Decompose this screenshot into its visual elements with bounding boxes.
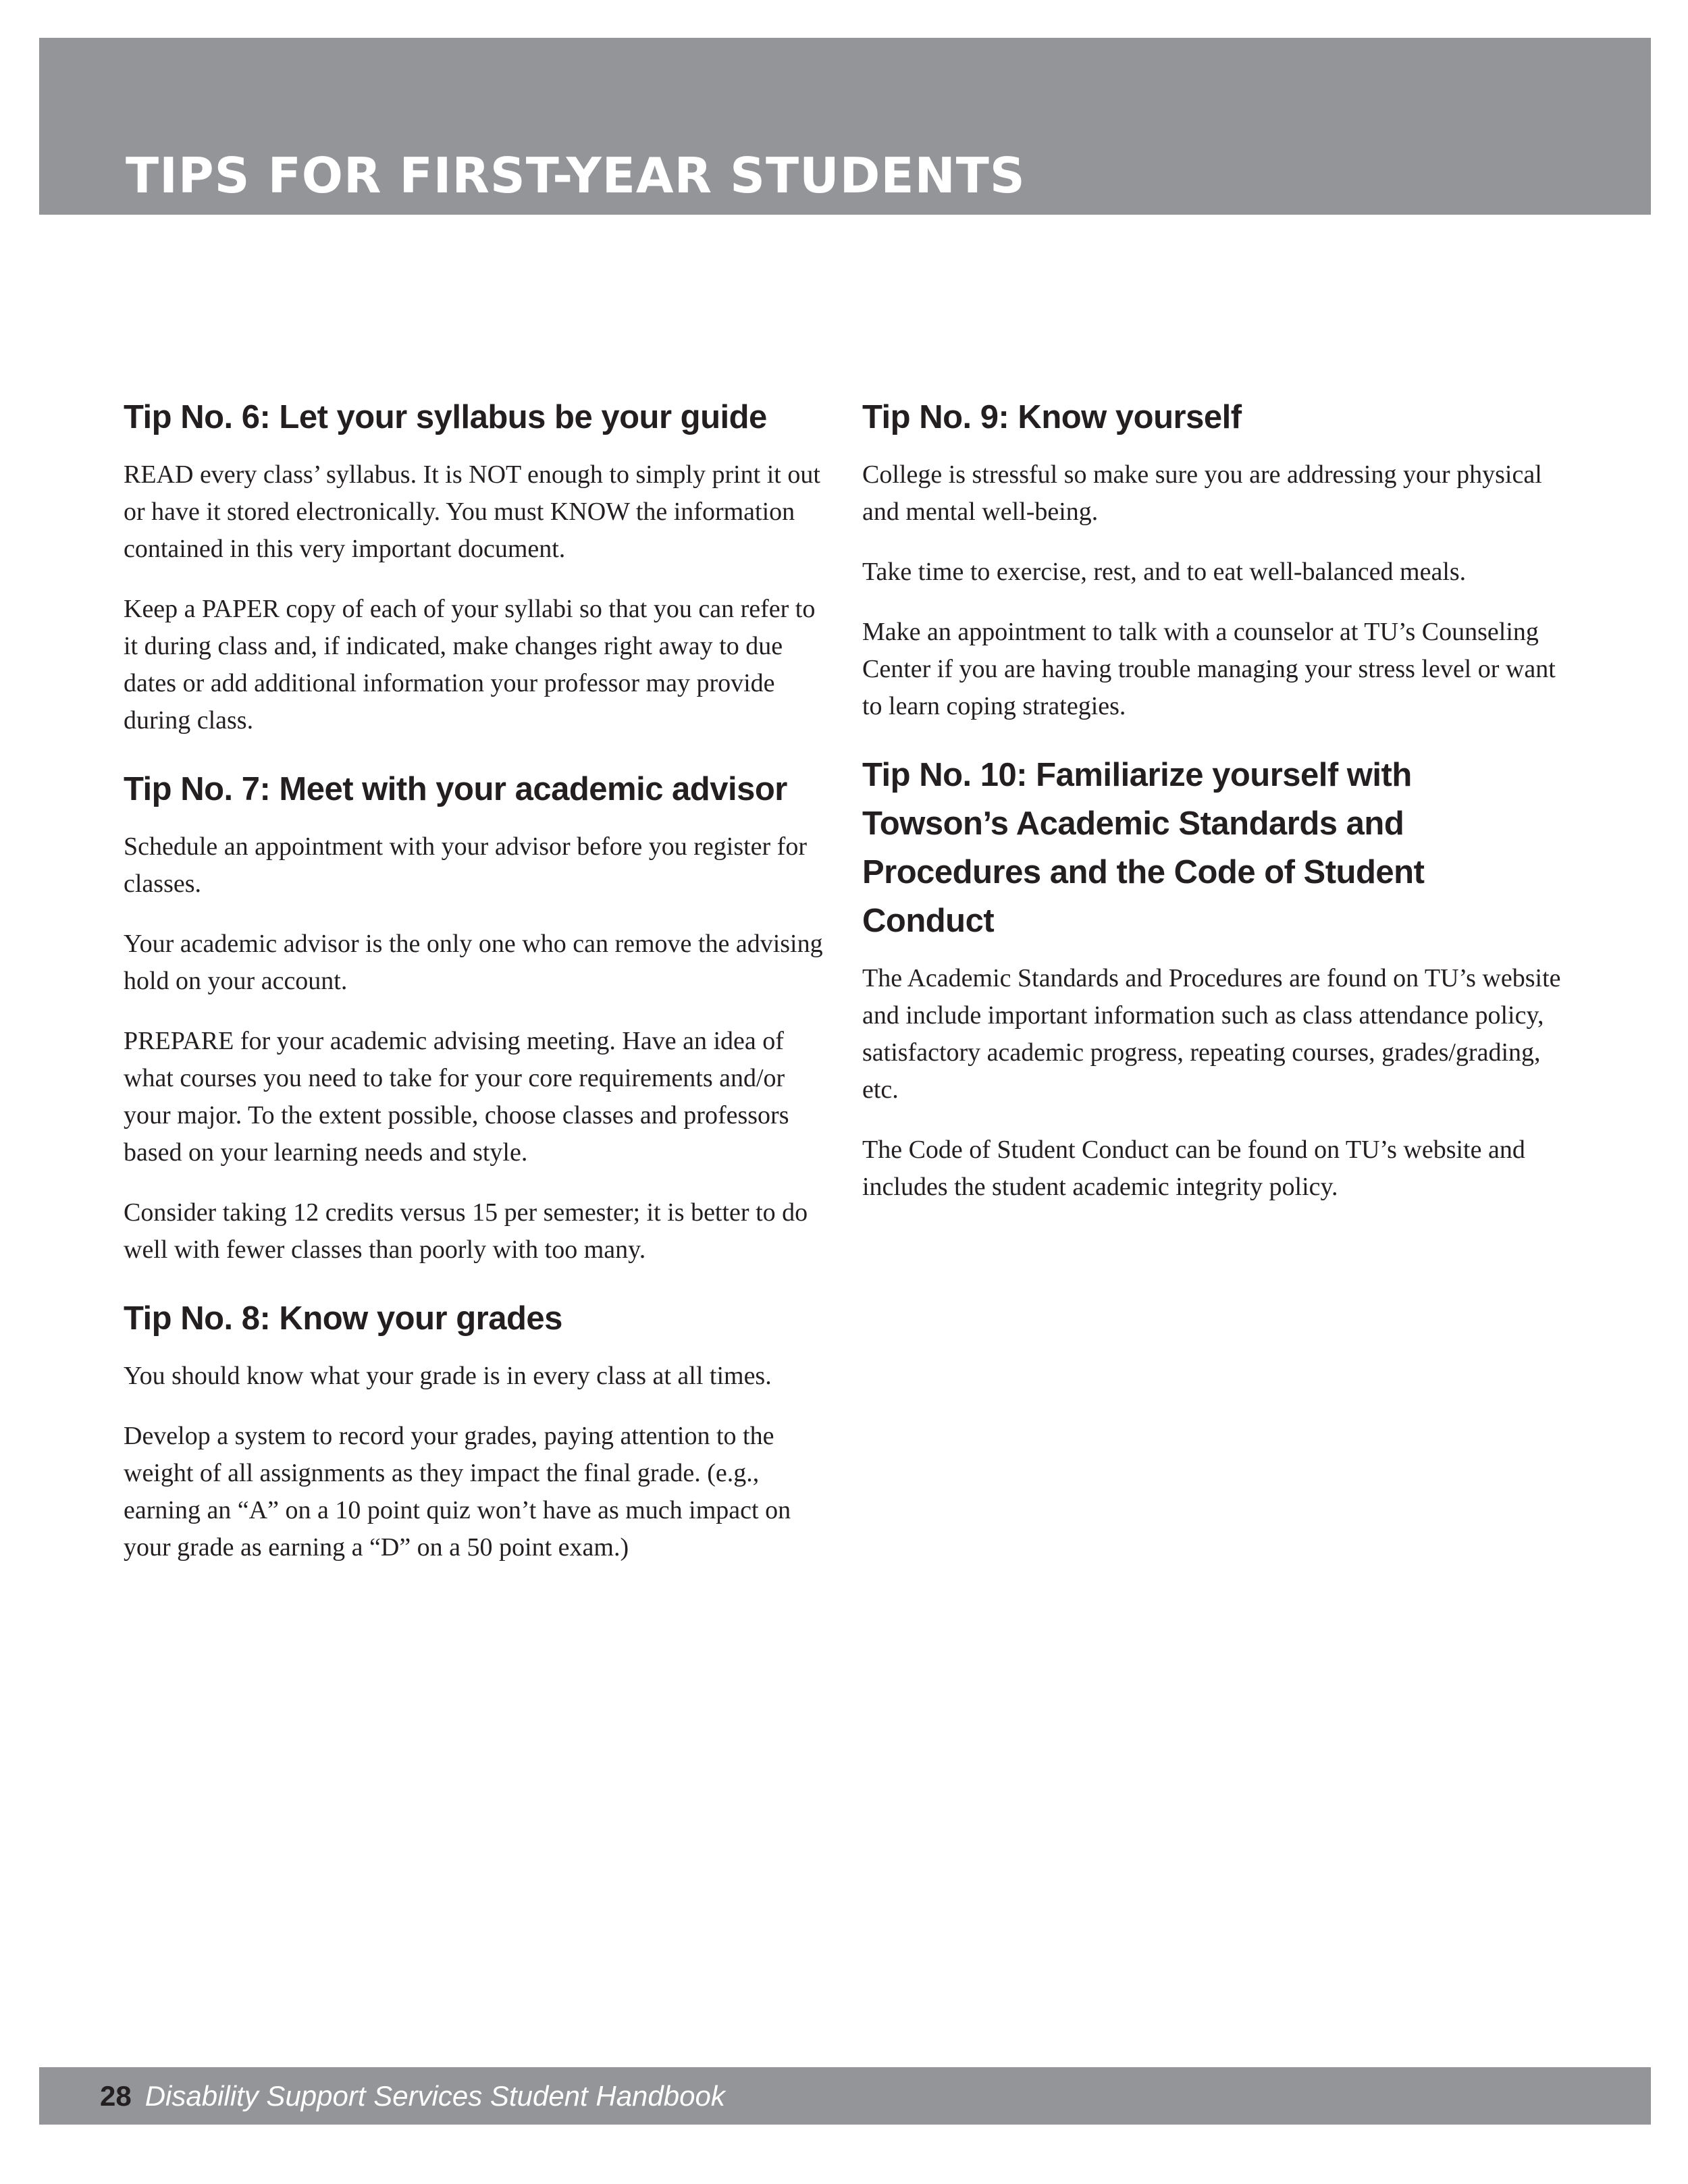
tip-6-section [124,393,826,739]
tip-7-paragraph-4: Consider taking 12 credits versus 15 per semester; it is better to do well with fewer classes than poorly with too many. [124,1198,808,1264]
tip-8-heading: Tip No. 8: Know your grades [124,1300,562,1337]
header-band [39,38,1651,215]
tip-9-section [862,393,1564,725]
tip-8-paragraph-2: Develop a system to record your grades, paying attention to the weight of all assignments as they impact the final grade. (e.g., earning an “A” on a 10 point quiz won’t have as much impact on your grade as earning a “D” on a 50 point exam.) [124,1422,791,1562]
footer-title: Disability Support Services Student Handbook [144,2080,725,2112]
tip-8-paragraph-1: You should know what your grade is in every class at all times. [124,1362,772,1390]
tip-9-paragraph-1: College is stressful so make sure you are addressing your physical and mental well-being. [862,460,1542,526]
footer [100,2067,725,2125]
tip-10-heading: Tip No. 10: Familiarize yourself with Towson’s Academic Standards and Procedures and the Code of Student Conduct [862,757,1425,939]
tip-7-paragraph-1: Schedule an appointment with your advisor before you register for classes. [124,832,807,898]
tip-6-heading: Tip No. 6: Let your syllabus be your guide [124,399,767,435]
tip-8-section [124,1294,826,1566]
tip-9-heading: Tip No. 9: Know yourself [862,399,1242,435]
tip-10-paragraph-1: The Academic Standards and Procedures are found on TU’s website and include important information such as class attendance policy, satisfactory academic progress, repeating courses, grades/grading, etc. [862,964,1561,1104]
tip-7-section [124,765,826,1269]
tip-6-paragraph-2: Keep a PAPER copy of each of your syllabi so that you can refer to it during class and, if indicated, make changes right away to due dates or add additional information your professor may provide during class. [124,595,816,735]
page-number: 28 [100,2080,132,2112]
tip-9-paragraph-3: Make an appointment to talk with a counselor at TU’s Counseling Center if you are having trouble managing your stress level or want to learn coping strategies. [862,618,1556,720]
tip-10-section [862,751,1564,1206]
footer-band [39,2067,1651,2125]
page-title: TIPS FOR FIRST-YEAR STUDENTS [126,147,1026,204]
tip-9-paragraph-2: Take time to exercise, rest, and to eat well-balanced meals. [862,558,1467,586]
right-column [862,393,1564,1231]
tip-7-paragraph-3: PREPARE for your academic advising meeting. Have an idea of what courses you need to take for your core requirements and/or your major. To the extent possible, choose classes and professors based on your learning needs and style. [124,1027,789,1167]
tip-7-paragraph-2: Your academic advisor is the only one who can remove the advising hold on your account. [124,930,823,995]
tip-10-paragraph-2: The Code of Student Conduct can be found on TU’s website and includes the student academic integrity policy. [862,1136,1525,1201]
tip-7-heading: Tip No. 7: Meet with your academic advisor [124,771,787,807]
tip-6-paragraph-1: READ every class’ syllabus. It is NOT enough to simply print it out or have it stored electronically. You must KNOW the information contained in this very important document. [124,460,820,563]
left-column [124,393,826,1592]
